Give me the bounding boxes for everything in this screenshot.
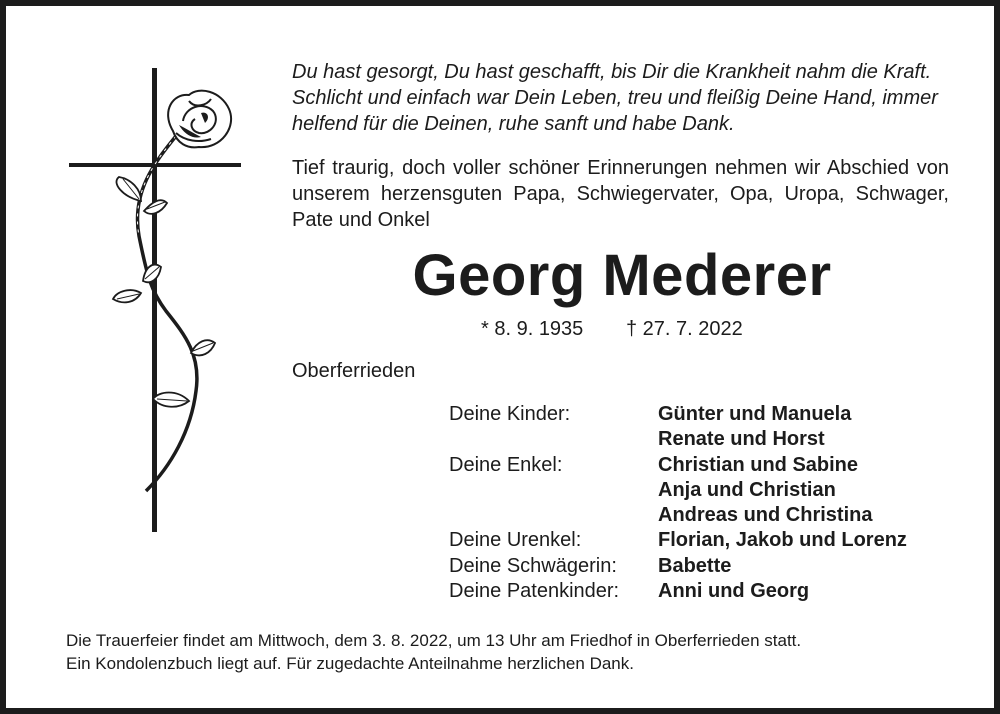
family-names: Christian und Sabine: [658, 453, 859, 476]
deceased-name: Georg Mederer: [412, 243, 832, 308]
family-row: [449, 478, 907, 503]
family-relation: Deine Urenkel:: [449, 529, 582, 552]
family-row: [449, 453, 907, 478]
funeral-notice-line: Die Trauerfeier findet am Mittwoch, dem 3. 8. 2022, um 13 Uhr am Friedhof in Oberferrieden statt.: [66, 631, 802, 650]
death-date: † 27. 7. 2022: [626, 318, 743, 340]
family-row: [449, 402, 907, 427]
family-names: Florian, Jakob und Lorenz: [658, 529, 907, 552]
family-relation: [449, 503, 658, 528]
condolence-line: Ein Kondolenzbuch liegt auf. Für zugedachte Anteilnahme herzlichen Dank.: [66, 654, 634, 673]
birth-date: * 8. 9. 1935: [481, 318, 584, 340]
family-relation: Deine Enkel:: [449, 453, 563, 476]
intro-text: Tief traurig, doch voller schöner Erinnerungen nehmen wir Abschied von unserem herzensguten Papa, Schwiegervater, Opa, Uropa, Schwager, Pate und Onkel: [292, 157, 949, 231]
family-relation: Deine Kinder:: [449, 403, 571, 425]
family-relation: Deine Patenkinder:: [449, 580, 620, 603]
family-names: Renate und Horst: [658, 428, 825, 451]
funeral-notice: [66, 629, 951, 675]
poem-verse: Du hast gesorgt, Du hast geschafft, bis Dir die Krankheit nahm die Kraft. Schlicht und einfach war Dein Leben, treu und fleißig Deine Hand, immer helfend für die Deinen, ruhe sanft und habe Dank.: [292, 61, 938, 135]
family-relation: Deine Schwägerin:: [449, 554, 617, 577]
cross-with-rose-icon: [61, 61, 251, 541]
family-row: [449, 528, 907, 553]
family-row: [449, 427, 907, 452]
family-names: Babette: [658, 554, 732, 577]
family-list: [449, 402, 907, 604]
family-row: [449, 579, 907, 604]
family-names: Anni und Georg: [658, 580, 810, 603]
family-names: Günter und Manuela: [658, 403, 852, 425]
family-relation: [449, 478, 658, 503]
family-names: Andreas und Christina: [658, 504, 873, 527]
family-relation: [449, 427, 658, 452]
family-row: [449, 554, 907, 579]
family-row: [449, 503, 907, 528]
family-names: Anja und Christian: [658, 478, 836, 501]
hometown: Oberferrieden: [292, 360, 416, 382]
